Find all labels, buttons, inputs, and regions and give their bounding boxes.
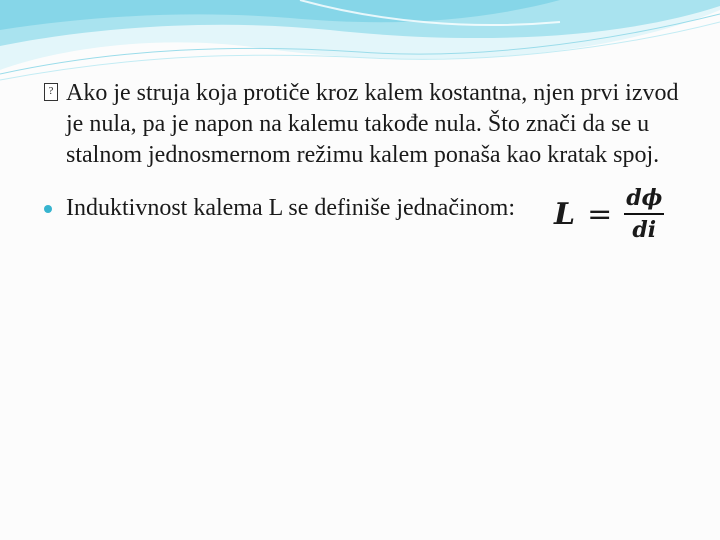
bullet-item-2 [38,185,698,243]
fraction-bar [624,213,664,215]
formula-fraction [624,185,664,243]
inductance-formula [554,185,664,243]
header-wave-decoration [0,0,720,90]
bullet-dot-icon [44,205,52,213]
formula-denominator: di [632,217,657,243]
formula-equals: = [587,196,613,232]
formula-numerator: dϕ [626,185,663,211]
missing-bullet-glyph-icon: ? [44,83,58,101]
paragraph-text-1: Ako je struja koja protiče kroz kalem kostantna, njen prvi izvod je nula, pa je napon na kalemu takođe nula. Što znači da se u stalnom jednosmernom režimu kalem ponaša kao kratak spoj. [66,80,679,168]
slide-content [38,78,698,243]
bullet-item-1 [38,78,698,171]
formula-lhs: L [554,196,576,232]
paragraph-text-2: Induktivnost kalema L se definiše jednačinom: [66,195,515,221]
